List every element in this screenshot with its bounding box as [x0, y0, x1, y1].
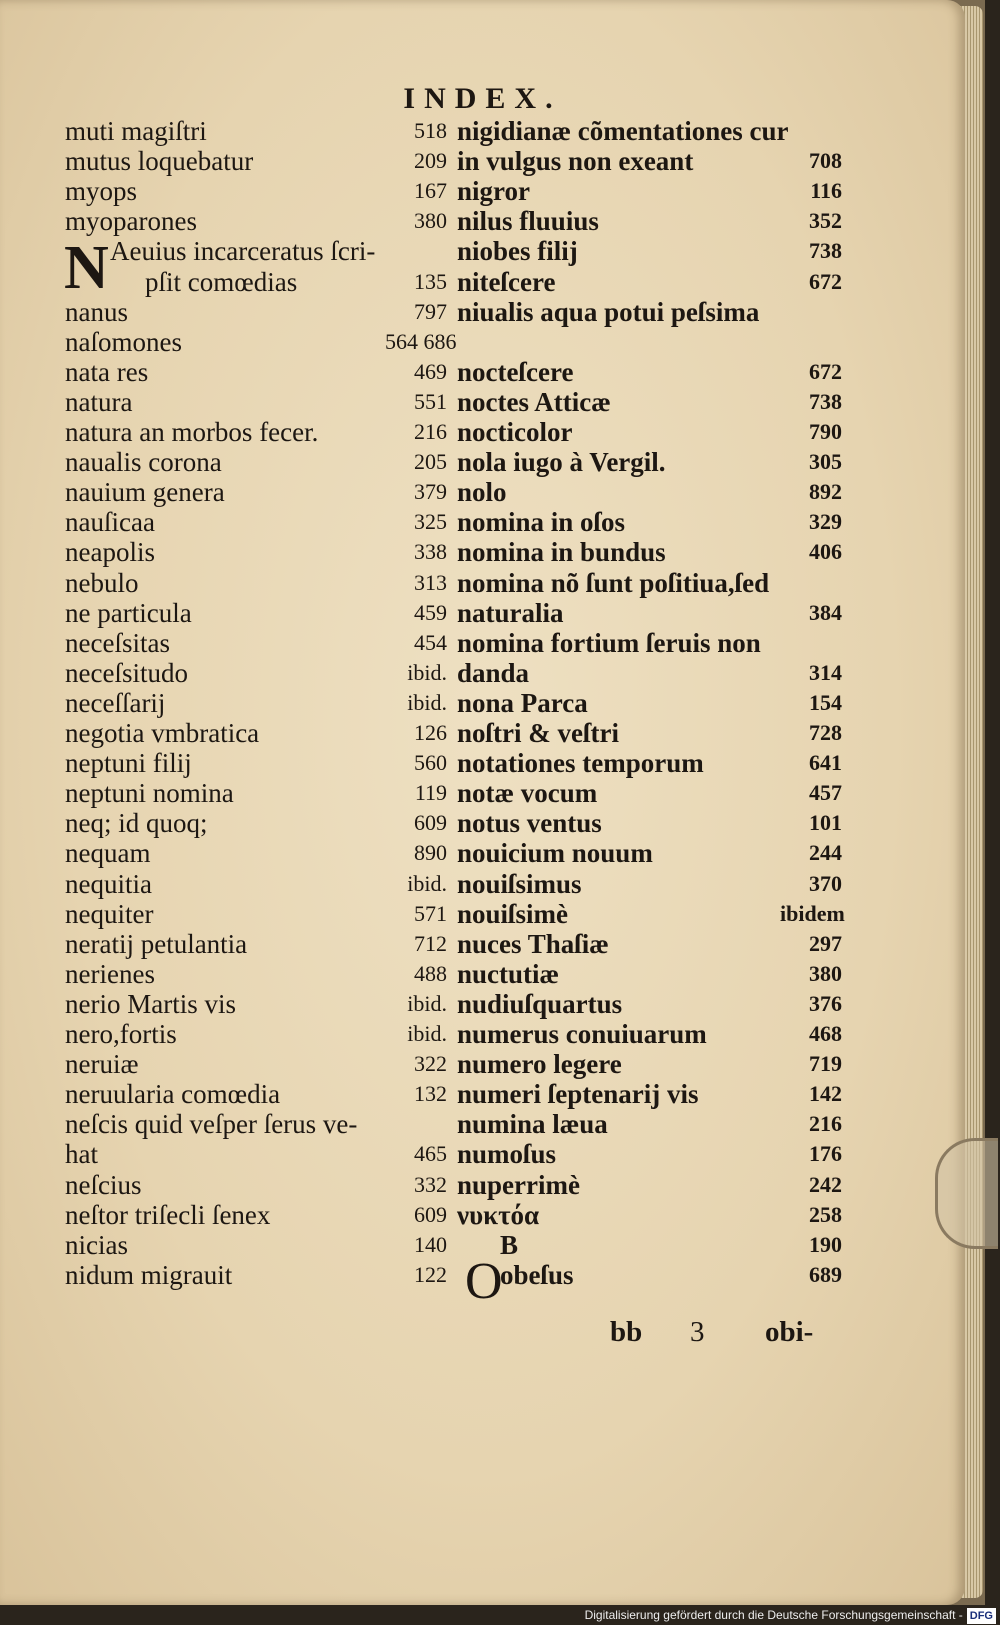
right-entry-text: nocticolor — [457, 417, 573, 447]
left-entry-page: 126 — [414, 720, 447, 745]
left-entry-page: 609 — [414, 810, 447, 835]
left-entry-text: nanus — [65, 297, 128, 327]
right-entry-page: 719 — [809, 1051, 842, 1076]
left-entry-text: neſcis quid veſper ſerus ve- — [65, 1109, 358, 1139]
left-entry-text: nerio Martis vis — [65, 989, 236, 1019]
right-entry-page: 892 — [809, 479, 842, 504]
left-entry-page: 564 686 — [385, 329, 457, 354]
right-entry-text: nomina fortium ſeruis non — [457, 628, 761, 658]
left-entry-text: neapolis — [65, 537, 155, 567]
left-entry-page: 469 — [414, 359, 447, 384]
left-entry-page: 454 — [414, 630, 447, 655]
right-entry-text: niobes filij — [457, 236, 578, 266]
left-entry-text: muti magiſtri — [65, 116, 207, 146]
left-entry-page: 132 — [414, 1081, 447, 1106]
right-entry-text: danda — [457, 658, 530, 688]
right-entry-page: 790 — [809, 419, 842, 444]
left-entry-text: neruularia comœdia — [65, 1079, 281, 1109]
right-entry-text: nilus fluuius — [457, 206, 599, 236]
right-entry-page: 738 — [809, 238, 842, 263]
right-entry-page: 380 — [809, 961, 842, 986]
left-entry-text: negotia vmbratica — [65, 718, 260, 748]
left-entry-text: neratij petulantia — [65, 929, 248, 959]
left-entry-page: 712 — [414, 931, 447, 956]
dfg-logo: DFG — [967, 1608, 996, 1624]
left-entry-page: 551 — [414, 389, 447, 414]
credit-bar — [585, 1607, 996, 1623]
left-entry-text: neceſsitudo — [65, 658, 188, 688]
left-entry-page: 465 — [414, 1141, 447, 1166]
right-entry-page: 352 — [809, 208, 842, 233]
right-entry-text: νυκτόα — [457, 1200, 540, 1230]
right-entry-text: numerus conuiuarum — [457, 1019, 707, 1049]
left-entry-text: nidum migrauit — [65, 1260, 233, 1290]
book-clasp — [935, 1138, 998, 1249]
right-entry-page: 376 — [809, 991, 842, 1016]
left-entry-page: 338 — [414, 539, 447, 564]
right-entry-text: nouiſsimus — [457, 869, 582, 899]
right-entry-page: 190 — [809, 1232, 842, 1257]
right-entry-page: 672 — [809, 269, 842, 294]
right-entry-text — [457, 327, 787, 357]
left-entry-text: neptuni filij — [65, 748, 192, 778]
right-entry-text: nuces Thaſiæ — [457, 929, 609, 959]
left-entry-page: 332 — [414, 1172, 447, 1197]
right-entry-text: naturalia — [457, 598, 564, 628]
right-entry-text: nouicium nouum — [457, 838, 653, 868]
catchword: obi- — [765, 1316, 814, 1348]
right-entry-text: nomina in bundus — [457, 537, 666, 567]
left-entry-text: ne particula — [65, 598, 192, 628]
right-entry-text: niteſcere — [457, 267, 556, 297]
left-entry-text: myoparones — [65, 206, 197, 236]
right-entry-text: numina læua — [457, 1109, 608, 1139]
left-entry-text: neſcius — [65, 1170, 142, 1200]
left-entry-text: natura — [65, 387, 133, 417]
right-entry-text: noſtri & veſtri — [457, 718, 619, 748]
right-entry-text: nola iugo à Vergil. — [457, 447, 666, 477]
left-entry-page: 325 — [414, 509, 447, 534]
right-entry-page: 384 — [809, 600, 842, 625]
right-entry-text: nuctutiæ — [457, 959, 560, 989]
right-entry-page: 457 — [809, 780, 842, 805]
signature-number: 3 — [690, 1316, 705, 1348]
left-entry-text: neptuni nomina — [65, 778, 234, 808]
right-entry-text: notationes temporum — [457, 748, 704, 778]
right-entry-page: 406 — [809, 539, 842, 564]
left-entry-text: myops — [65, 176, 138, 206]
left-entry-text: nequitia — [65, 869, 152, 899]
right-entry-text: noctes Atticæ — [457, 387, 611, 417]
dropcap-o: O — [465, 1253, 503, 1310]
left-entry-text: neſtor triſecli ſenex — [65, 1200, 271, 1230]
left-entry-text: neruiæ — [65, 1049, 139, 1079]
left-entry-page: 379 — [414, 479, 447, 504]
left-entry-text: nauium genera — [65, 477, 225, 507]
left-entry-page — [385, 1109, 447, 1139]
left-entry-text: natura an morbos fecer. — [65, 417, 319, 447]
dropcap-n: N — [64, 234, 109, 302]
left-entry-text: neq; id quoq; — [65, 808, 208, 838]
left-entry-page: 216 — [414, 419, 447, 444]
right-entry-page: 101 — [809, 810, 842, 835]
left-entry-page: 488 — [414, 961, 447, 986]
right-entry-page: 216 — [809, 1111, 842, 1136]
right-entry-page — [780, 628, 842, 658]
left-entry-text: hat — [65, 1139, 98, 1169]
left-entry-text: neceſſarij — [65, 688, 166, 718]
left-entry-page: ibid. — [407, 871, 447, 896]
right-entry-text: nuperrimè — [457, 1170, 580, 1200]
right-entry-text: notus ventus — [457, 808, 602, 838]
left-entry-text: Aeuius incarceratus ſcri- — [110, 236, 376, 266]
right-entry-text: nona Parca — [457, 688, 588, 718]
credit-text: Digitalisierung gefördert durch die Deutsche Forschungsgemeinschaft - — [584, 1608, 963, 1622]
right-entry-text: numero legere — [457, 1049, 622, 1079]
left-entry-text: naualis corona — [65, 447, 222, 477]
right-entry-page — [780, 297, 842, 327]
left-entry-text: mutus loquebatur — [65, 146, 254, 176]
right-entry-text: nomina nõ ſunt poſitiua,ſed — [457, 568, 770, 598]
left-entry-text: pſit comœdias — [145, 267, 298, 297]
right-entry-text: nigidianæ cõmentationes cur — [457, 116, 789, 146]
right-entry-page: 468 — [809, 1021, 842, 1046]
left-entry-text: nebulo — [65, 568, 139, 598]
right-entry-page — [780, 116, 842, 146]
right-entry-text: nudiuſquartus — [457, 989, 623, 1019]
left-entry-text: nero,fortis — [65, 1019, 177, 1049]
left-entry-text: naſomones — [65, 327, 182, 357]
right-entry-page — [780, 568, 842, 598]
left-entry-text: nauſicaa — [65, 507, 155, 537]
right-entry-text: numeri ſeptenarij vis — [457, 1079, 699, 1109]
right-entry-page: 728 — [809, 720, 842, 745]
left-entry-page: 167 — [414, 178, 447, 203]
right-entry-page: 176 — [809, 1141, 842, 1166]
right-entry-page: ibidem — [780, 901, 845, 926]
right-entry-page: 305 — [809, 449, 842, 474]
right-entry-page: 242 — [809, 1172, 842, 1197]
left-entry-page — [385, 236, 447, 266]
right-entry-text: numoſus — [457, 1139, 557, 1169]
right-entry-text: niualis aqua potui peſsima — [457, 297, 760, 327]
right-entry-page: 370 — [809, 871, 842, 896]
right-entry-page: 244 — [809, 840, 842, 865]
left-entry-page: 609 — [414, 1202, 447, 1227]
left-entry-page: ibid. — [407, 690, 447, 715]
left-entry-page: 209 — [414, 148, 447, 173]
left-entry-page: 380 — [414, 208, 447, 233]
right-entry-page: 708 — [809, 148, 842, 173]
left-entry-page: ibid. — [407, 991, 447, 1016]
left-entry-page: ibid. — [407, 1021, 447, 1046]
right-entry-page: 116 — [810, 178, 842, 203]
right-entry-text: in vulgus non exeant — [457, 146, 694, 176]
right-entry-text: nocteſcere — [457, 357, 574, 387]
left-entry-page: 890 — [414, 840, 447, 865]
right-entry-page: 738 — [809, 389, 842, 414]
left-entry-page: 122 — [414, 1262, 447, 1287]
page-title: INDEX. — [403, 82, 562, 115]
left-entry-page: 119 — [414, 780, 447, 805]
right-entry-text: notæ vocum — [457, 778, 598, 808]
left-entry-text: neceſsitas — [65, 628, 170, 658]
left-entry-text: nata res — [65, 357, 149, 387]
right-entry-page: 142 — [809, 1081, 842, 1106]
left-entry-page: 205 — [414, 449, 447, 474]
right-entry-page: 314 — [809, 660, 842, 685]
signature-mark: bb — [610, 1316, 643, 1348]
right-entry-page: 154 — [809, 690, 842, 715]
left-entry-page: 560 — [414, 750, 447, 775]
left-entry-page: 322 — [414, 1051, 447, 1076]
right-entry-page: 641 — [809, 750, 842, 775]
left-entry-page: 459 — [414, 600, 447, 625]
right-entry-page — [780, 327, 842, 357]
right-entry-text: nouiſsimè — [457, 899, 569, 929]
left-entry-page: 135 — [414, 269, 447, 294]
left-entry-page: ibid. — [407, 660, 447, 685]
right-entry-page: 329 — [809, 509, 842, 534]
right-entry-text: B — [500, 1230, 519, 1260]
left-entry-text: nequam — [65, 838, 151, 868]
right-entry-page: 297 — [809, 931, 842, 956]
left-entry-text: nequiter — [65, 899, 154, 929]
left-entry-text: nerienes — [65, 959, 155, 989]
left-entry-page: 313 — [414, 570, 447, 595]
left-entry-page: 140 — [414, 1232, 447, 1257]
right-entry-text: nigror — [457, 176, 530, 206]
right-entry-text: nomina in oſos — [457, 507, 626, 537]
left-entry-page: 518 — [414, 118, 447, 143]
left-entry-page: 797 — [414, 299, 447, 324]
right-entry-text: obeſus — [500, 1260, 574, 1290]
right-entry-text: nolo — [457, 477, 507, 507]
right-entry-page: 672 — [809, 359, 842, 384]
right-entry-page: 258 — [809, 1202, 842, 1227]
left-entry-text: nicias — [65, 1230, 128, 1260]
left-entry-page: 571 — [414, 901, 447, 926]
right-entry-page: 689 — [809, 1262, 842, 1287]
